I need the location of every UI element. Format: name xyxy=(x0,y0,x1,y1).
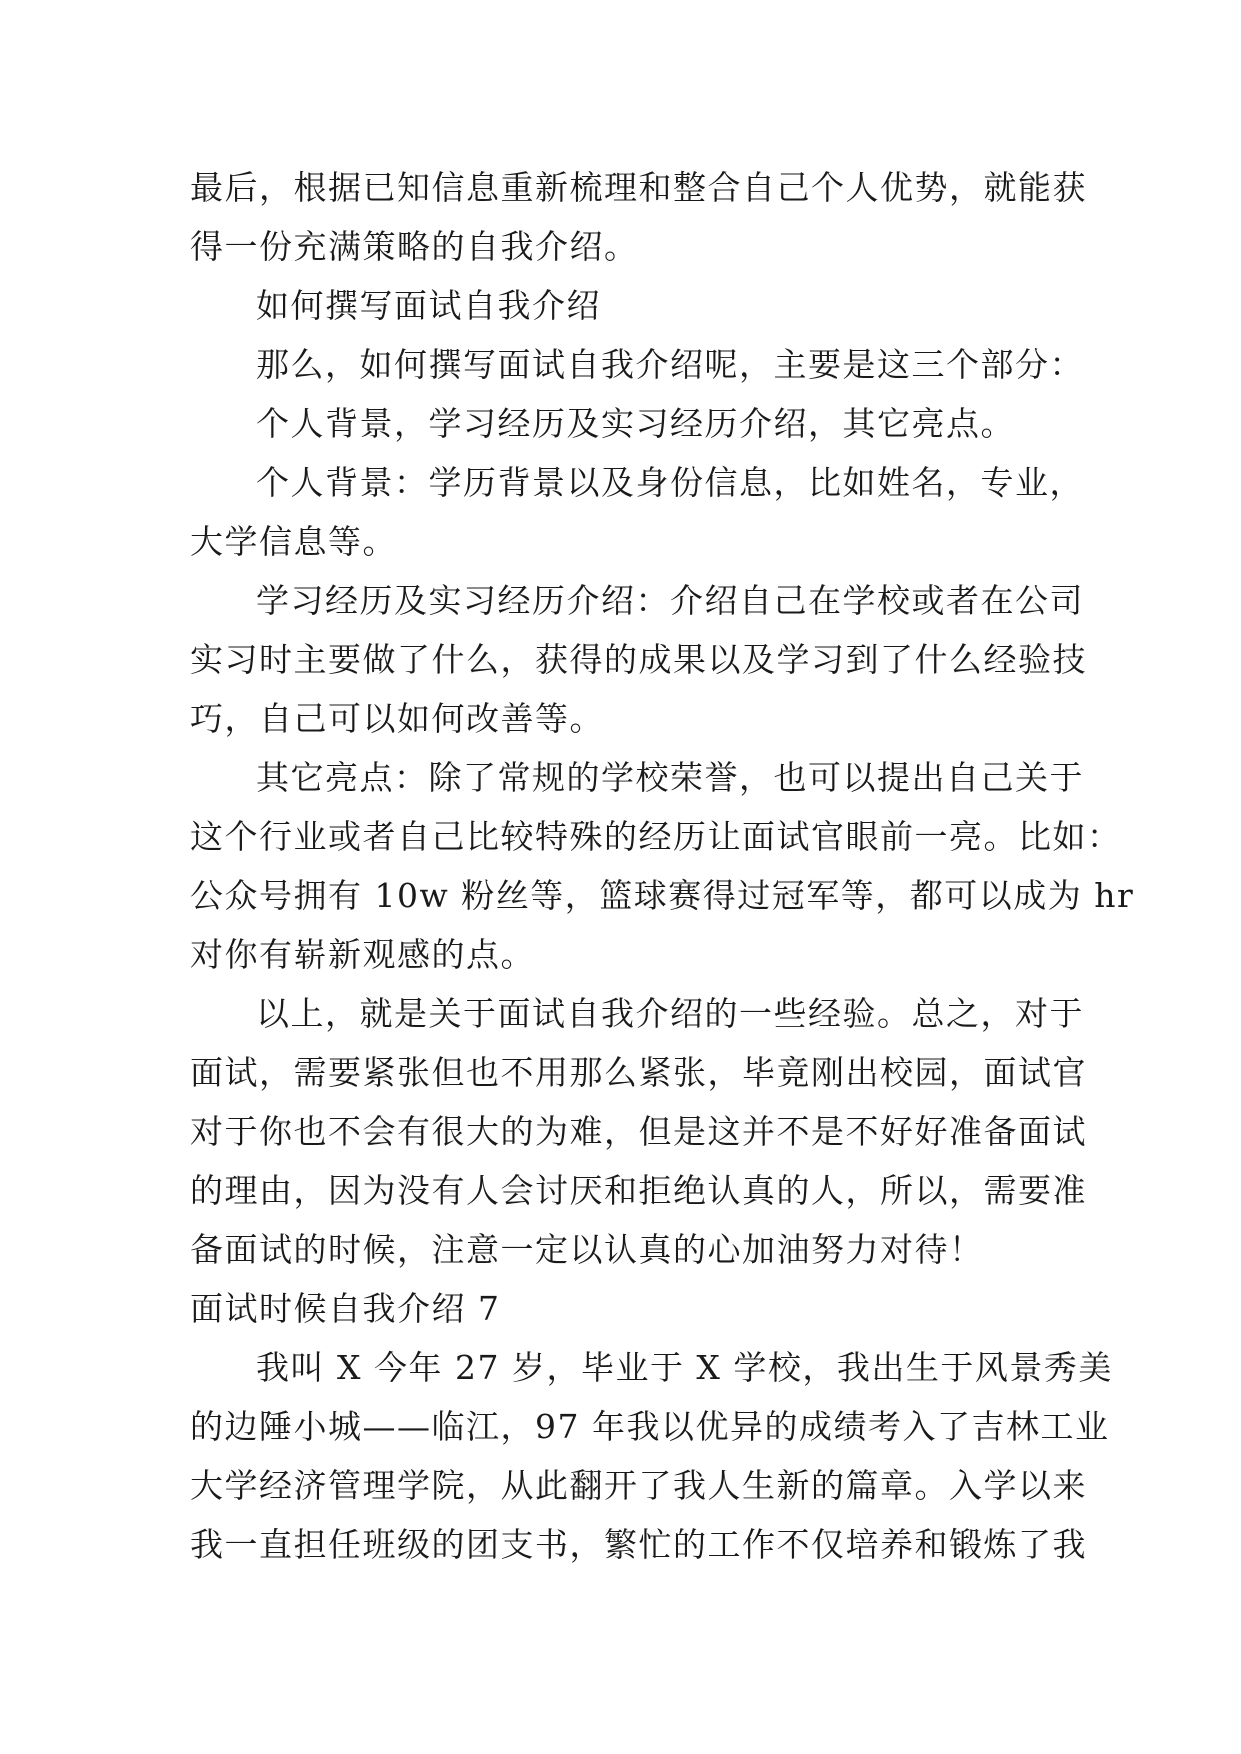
text-line: 学习经历及实习经历介绍：介绍自己在学校或者在公司 xyxy=(256,581,1084,620)
text-line: 巧，自己可以如何改善等。 xyxy=(190,699,604,738)
text-line: 得一份充满策略的自我介绍。 xyxy=(190,227,639,266)
text-line: 对于你也不会有很大的为难，但是这并不是不好好准备面试 xyxy=(190,1112,1087,1151)
text-line: 那么，如何撰写面试自我介绍呢，主要是这三个部分： xyxy=(256,345,1084,384)
text-line: 其它亮点：除了常规的学校荣誉，也可以提出自己关于 xyxy=(256,758,1084,797)
text-line: 以上，就是关于面试自我介绍的一些经验。总之，对于 xyxy=(256,994,1084,1033)
text-line: 实习时主要做了什么，获得的成果以及学习到了什么经验技 xyxy=(190,640,1087,679)
text-line: 我一直担任班级的团支书，繁忙的工作不仅培养和锻炼了我 xyxy=(190,1525,1087,1564)
text-line: 我叫 X 今年 27 岁，毕业于 X 学校，我出生于风景秀美 xyxy=(256,1348,1113,1387)
text-line: 最后，根据已知信息重新梳理和整合自己个人优势，就能获 xyxy=(190,168,1087,207)
text-line: 公众号拥有 10w 粉丝等，篮球赛得过冠军等，都可以成为 hr xyxy=(190,876,1135,915)
text-line: 备面试的时候，注意一定以认真的心加油努力对待！ xyxy=(190,1230,984,1269)
text-line: 大学信息等。 xyxy=(190,522,397,561)
document-body xyxy=(190,158,1135,1574)
text-line: 大学经济管理学院，从此翻开了我人生新的篇章。入学以来 xyxy=(190,1466,1087,1505)
text-line: 对你有崭新观感的点。 xyxy=(190,935,535,974)
text-line: 个人背景，学习经历及实习经历介绍，其它亮点。 xyxy=(256,404,1015,443)
text-line: 面试，需要紧张但也不用那么紧张，毕竟刚出校园，面试官 xyxy=(190,1053,1087,1092)
text-line: 的理由，因为没有人会讨厌和拒绝认真的人，所以，需要准 xyxy=(190,1171,1087,1210)
text-line: 个人背景：学历背景以及身份信息，比如姓名，专业， xyxy=(256,463,1084,502)
text-line: 的边陲小城——临江，97 年我以优异的成绩考入了吉林工业 xyxy=(190,1407,1110,1446)
section-heading: 面试时候自我介绍 7 xyxy=(190,1289,501,1328)
text-line: 这个行业或者自己比较特殊的经历让面试官眼前一亮。比如： xyxy=(190,817,1122,856)
section-heading: 如何撰写面试自我介绍 xyxy=(256,286,601,325)
